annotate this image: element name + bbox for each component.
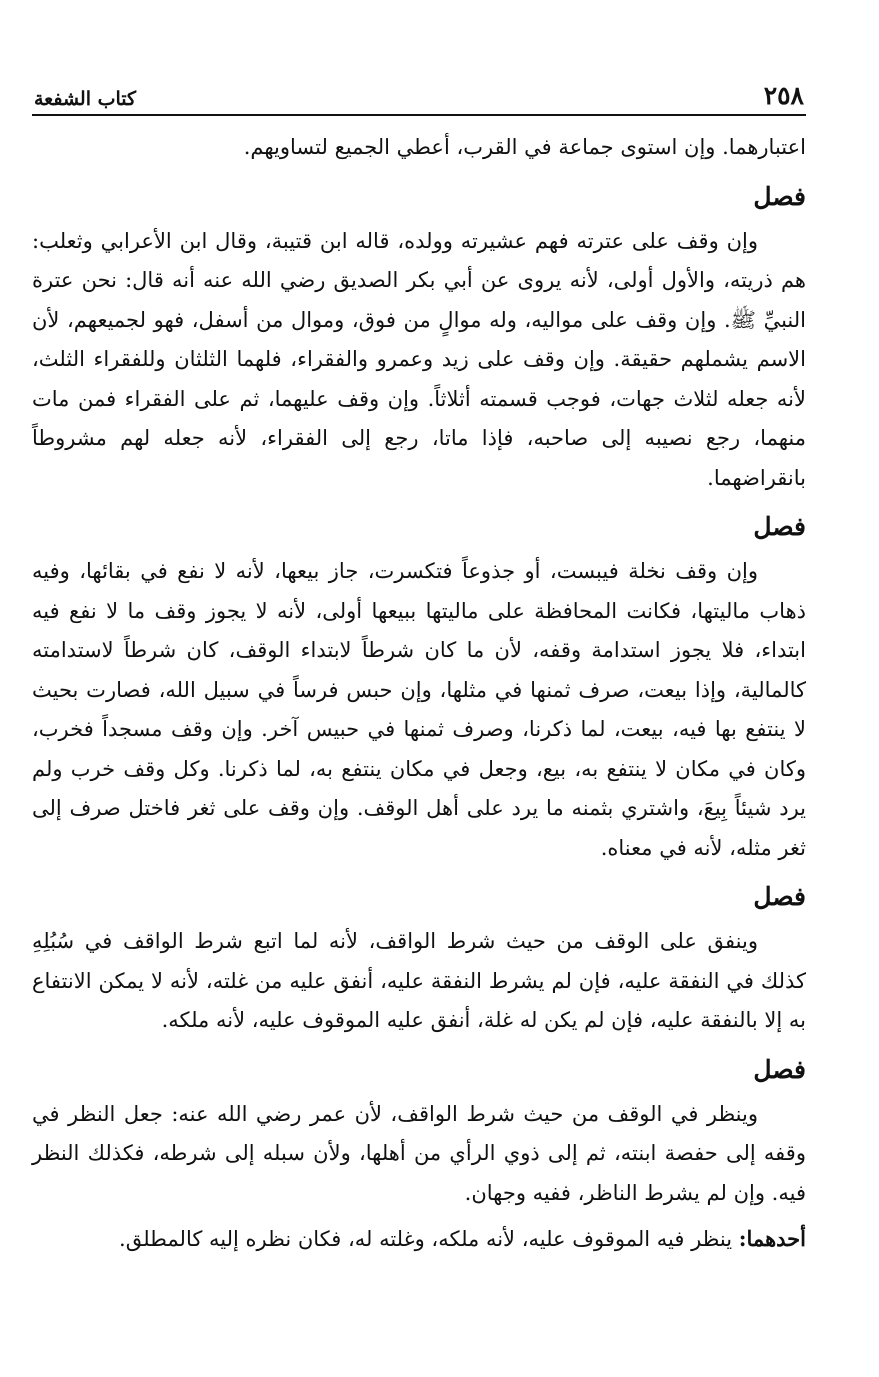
closing-paragraph	[32, 1219, 806, 1260]
section-paragraph: وينفق على الوقف من حيث شرط الواقف، لأنه لما اتبع شرط الواقف في سُبُلِهِ كذلك في النفقة عليه، فإن لم يشرط النفقة عليه، أنفق عليه من غلته، لأنه لا يمكن الانتفاع به إلا بالنفقة عليه، فإن لم يكن له غلة، أنفق عليه الموقوف عليه، لأنه ملكه.	[32, 929, 806, 1032]
page-number: ٢٥٨	[763, 81, 804, 110]
section-paragraph: وينظر في الوقف من حيث شرط الواقف، لأن عمر رضي الله عنه: جعل النظر في وقفه إلى حفصة ابنته، ثم إلى ذوي الرأي من أهلها، ولأن سبله إلى شرطه، فكذلك النظر فيه. وإن لم يشرط الناظر، ففيه وجهان.	[32, 1101, 806, 1205]
section-heading: فصل	[753, 181, 806, 211]
book-page	[32, 70, 806, 1260]
closing-lead-word: أحدهما:	[738, 1226, 806, 1251]
section-paragraph: وإن وقف على عترته فهم عشيرته وولده، قاله ابن قتيبة، وقال ابن الأعرابي وثعلب: هم ذريته، والأول أولى، لأنه يروى عن أبي بكر الصديق رضي الله عنه أنه قال: نحن عترة النبيِّ ﷺ. وإن وقف على مواليه، وله موالٍ من فوق، وموال من أسفل، فهو لجميعهم، لأن الاسم يشملهم حقيقة. وإن وقف على زيد وعمرو والفقراء، فلهما الثلثان وللفقراء الثلث، لأنه جعله لثلاث جهات، فوجب قسمته أثلاثاً. وإن وقف عليهما، ثم على الفقراء فمن مات منهما، رجع نصيبه إلى صاحبه، فإذا ماتا، رجع إلى الفقراء، لأنه جعله لهم مشروطاً بانقراضهما.	[32, 228, 806, 490]
page-content	[32, 116, 806, 1260]
section-heading: فصل	[753, 1054, 806, 1084]
intro-paragraph: اعتبارهما. وإن استوى جماعة في القرب، أعطي الجميع لتساويهم.	[243, 135, 806, 159]
book-title: كتاب الشفعة	[34, 88, 137, 110]
section-heading: فصل	[753, 512, 806, 541]
running-header	[32, 70, 806, 116]
section-heading: فصل	[753, 882, 806, 911]
closing-text: ينظر فيه الموقوف عليه، لأنه ملكه، وغلته له، فكان نظره إليه كالمطلق.	[119, 1227, 739, 1251]
section-paragraph: وإن وقف نخلة فيبست، أو جذوعاً فتكسرت، جاز بيعها، لأنه لا نفع في بقائها، وفيه ذهاب ماليتها، فكانت المحافظة على ماليتها ببيعها أولى، لأنه لا يجوز وقف ما لا نفع فيه ابتداء، فلا يجوز استدامة وقفه، لأن ما كان شرطاً لابتداء الوقف، كان شرطاً لاستدامته كالمالية، وإذا بيعت، صرف ثمنها في مثلها، وإن حبس فرساً في سبيل الله، فصارت بحيث لا ينتفع بها فيه، بيعت، لما ذكرنا، وصرف ثمنها في حبيس آخر. وإن وقف مسجداً فخرب، وكان في مكان لا ينتفع به، بيع، وجعل في مكان ينتفع به، لما ذكرنا. وكل وقف خرب ولم يرد شيئاً بِيعَ، واشتري بثمنه ما يرد على أهل الوقف. وإن وقف على ثغر فاختل صرف إلى ثغر مثله، لأنه في معناه.	[32, 559, 806, 860]
